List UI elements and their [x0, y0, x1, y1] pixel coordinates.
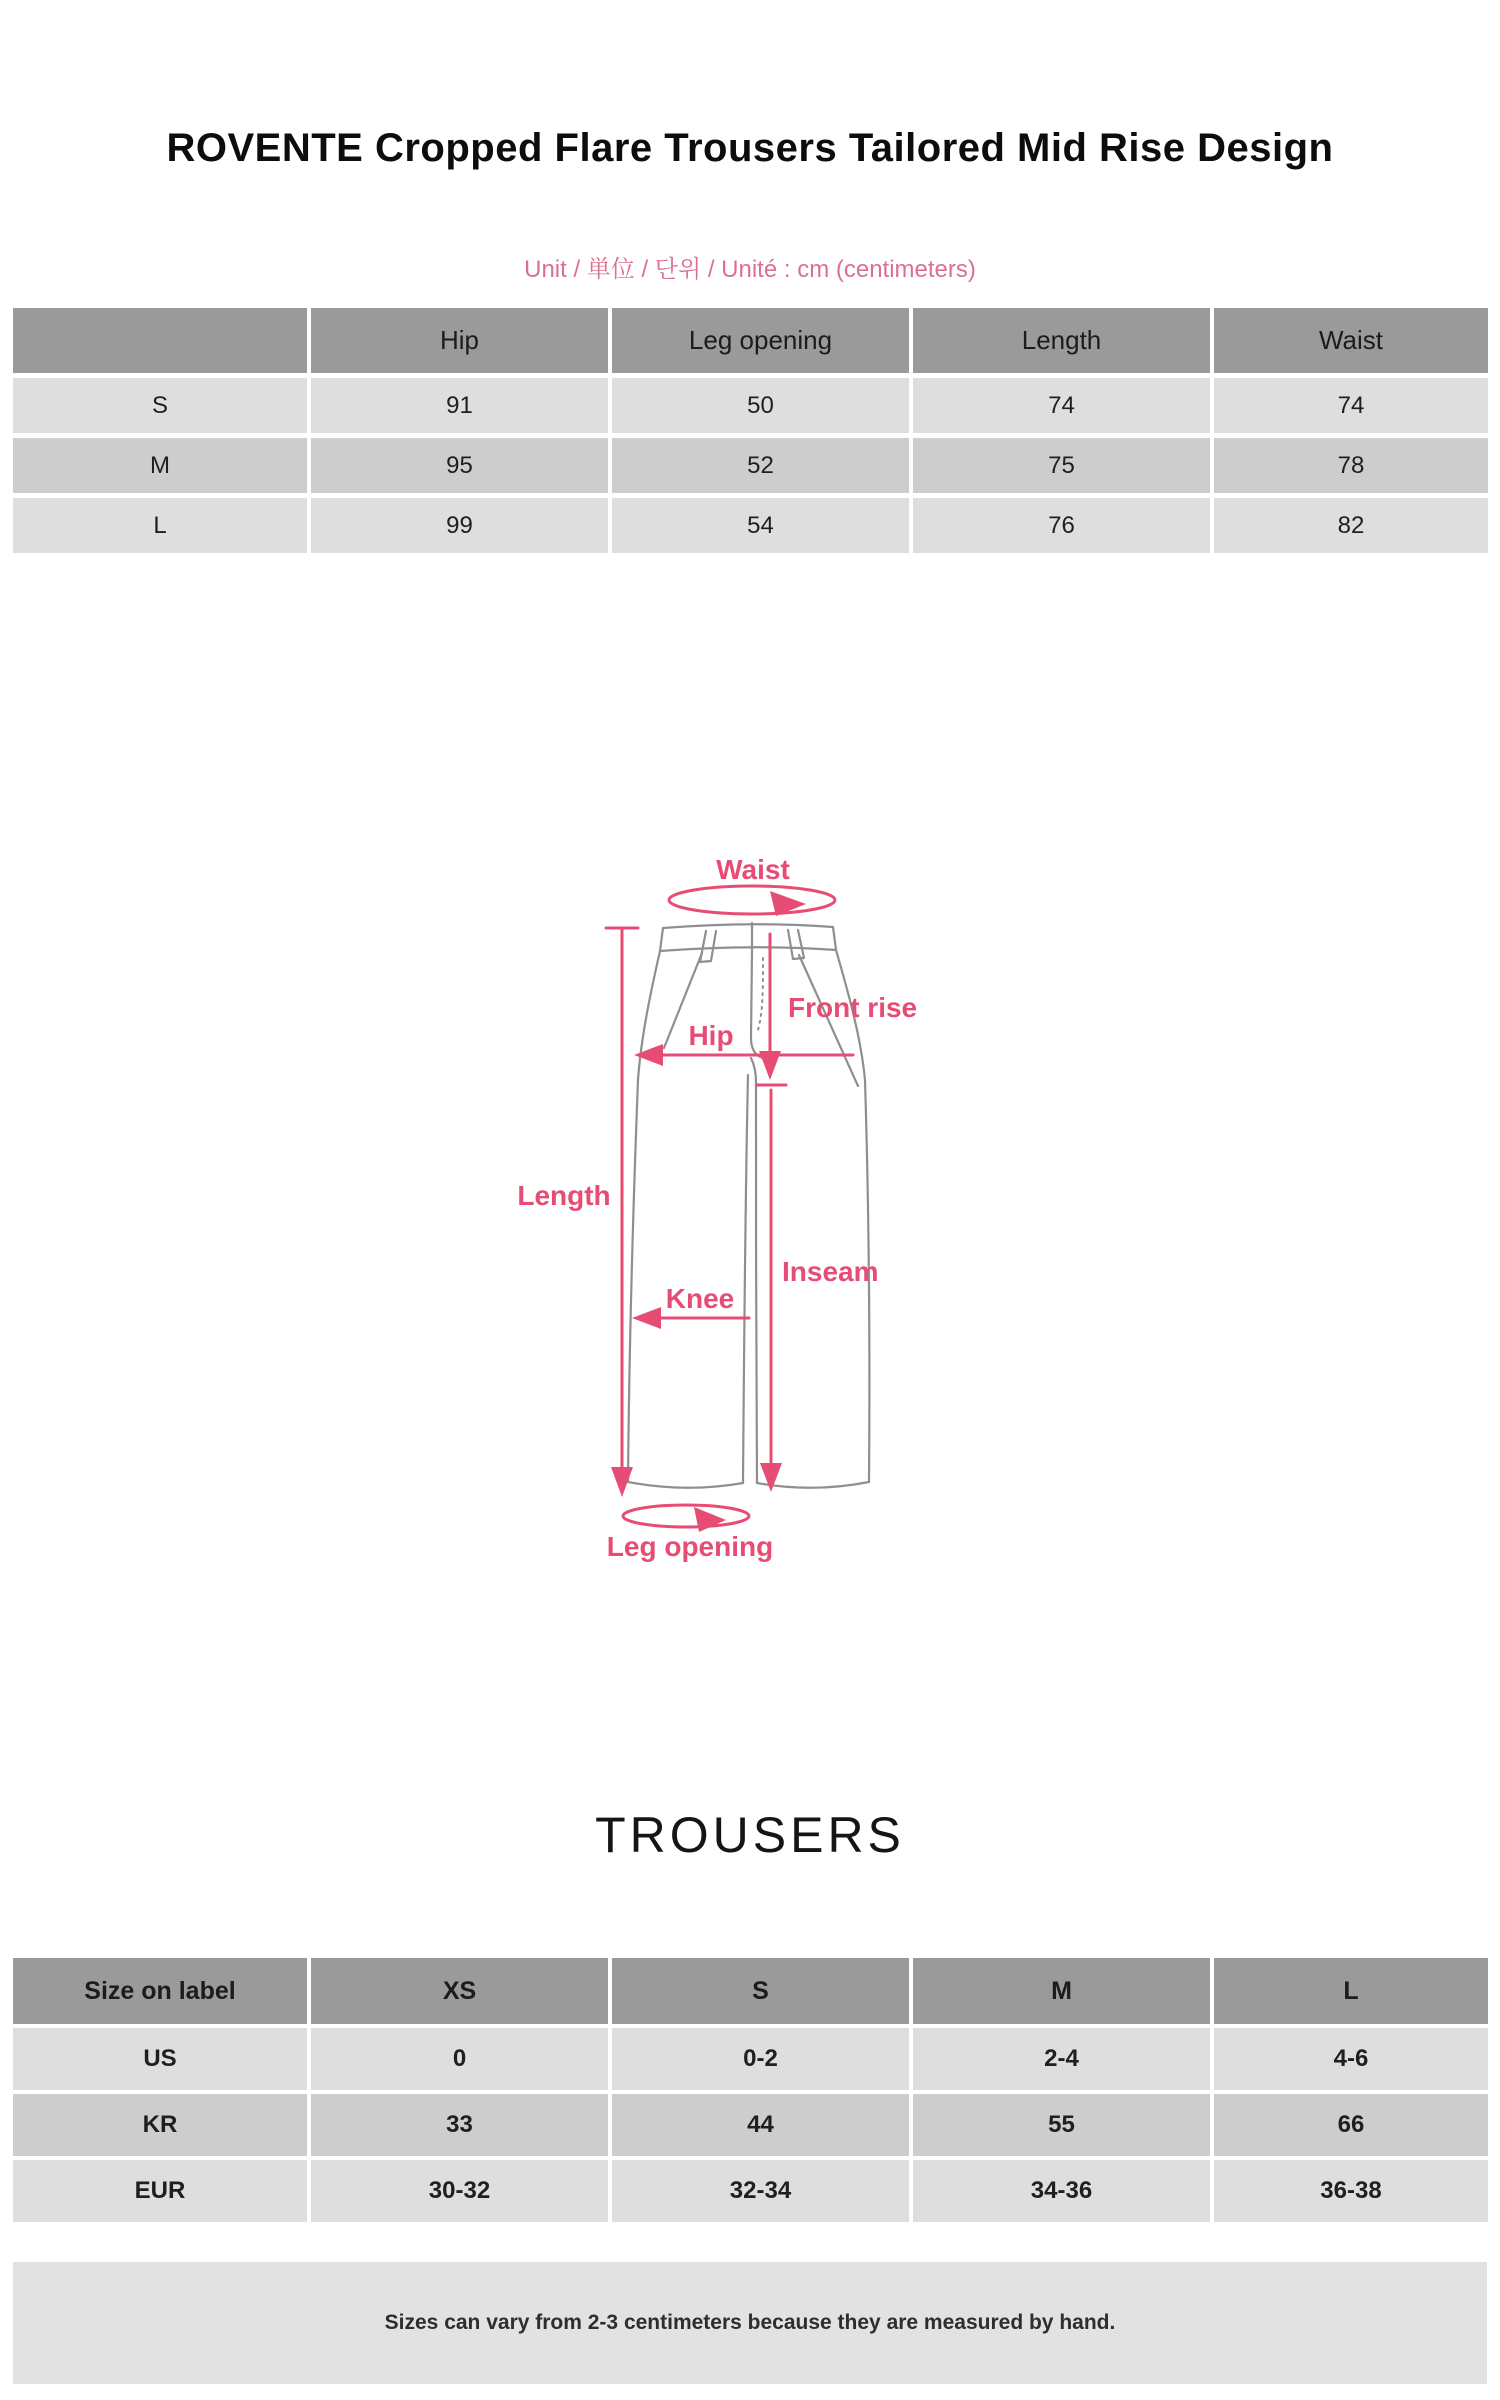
- table-cell: 54: [612, 498, 909, 553]
- table-cell: 76: [913, 498, 1210, 553]
- front-rise-label: Front rise: [788, 992, 918, 1023]
- row-label-eur: EUR: [13, 2160, 307, 2222]
- trousers-measurement-diagram: [480, 830, 980, 1590]
- table-cell: 50: [612, 378, 909, 433]
- table-cell: 78: [1214, 438, 1488, 493]
- measurement-table-header-leg-opening: Leg opening: [612, 308, 909, 373]
- row-label-kr: KR: [13, 2094, 307, 2156]
- table-cell: 44: [612, 2094, 909, 2156]
- table-cell: 91: [311, 378, 608, 433]
- footer-note-band: [13, 2262, 1487, 2384]
- measurement-table-header-empty: [13, 308, 307, 373]
- conversion-header-l: L: [1214, 1958, 1488, 2024]
- knee-label: Knee: [665, 1283, 735, 1314]
- table-cell: 34-36: [913, 2160, 1210, 2222]
- table-cell: 66: [1214, 2094, 1488, 2156]
- table-cell: 2-4: [913, 2028, 1210, 2090]
- row-label-us: US: [13, 2028, 307, 2090]
- table-cell: 82: [1214, 498, 1488, 553]
- row-label-m: M: [13, 438, 307, 493]
- row-label-l: L: [13, 498, 307, 553]
- measurement-table-header-hip: Hip: [311, 308, 608, 373]
- table-cell: 33: [311, 2094, 608, 2156]
- table-cell: 95: [311, 438, 608, 493]
- leg-opening-girth-arrow: [623, 1505, 749, 1527]
- table-cell: 0-2: [612, 2028, 909, 2090]
- measurement-table-header-waist: Waist: [1214, 308, 1488, 373]
- table-cell: 4-6: [1214, 2028, 1488, 2090]
- measurement-table-header-length: Length: [913, 308, 1210, 373]
- table-cell: 30-32: [311, 2160, 608, 2222]
- section-heading: TROUSERS: [595, 1807, 905, 1863]
- conversion-header-xs: XS: [311, 1958, 608, 2024]
- conversion-header-size-on-label: Size on label: [13, 1958, 307, 2024]
- measurement-table: [13, 308, 1488, 553]
- table-cell: 75: [913, 438, 1210, 493]
- unit-note: Unit / 単位 / 단위 / Unité : cm (centimeters): [524, 256, 976, 283]
- waist-label: Waist: [716, 854, 790, 885]
- table-cell: 74: [913, 378, 1210, 433]
- footer-note: Sizes can vary from 2-3 centimeters because they are measured by hand.: [384, 2311, 1116, 2334]
- size-conversion-table: [13, 1958, 1488, 2222]
- table-cell: 36-38: [1214, 2160, 1488, 2222]
- conversion-header-s: S: [612, 1958, 909, 2024]
- table-cell: 32-34: [612, 2160, 909, 2222]
- row-label-s: S: [13, 378, 307, 433]
- leg-opening-label: Leg opening: [606, 1531, 774, 1562]
- conversion-header-m: M: [913, 1958, 1210, 2024]
- table-cell: 99: [311, 498, 608, 553]
- table-cell: 0: [311, 2028, 608, 2090]
- table-cell: 74: [1214, 378, 1488, 433]
- page-title: ROVENTE Cropped Flare Trousers Tailored Mid Rise Design: [166, 126, 1334, 170]
- inseam-label: Inseam: [782, 1256, 879, 1287]
- waist-girth-arrow: [669, 886, 835, 914]
- hip-label: Hip: [688, 1020, 734, 1051]
- table-cell: 52: [612, 438, 909, 493]
- measurement-annotations: [606, 886, 853, 1527]
- table-cell: 55: [913, 2094, 1210, 2156]
- arrowheads: [611, 891, 806, 1532]
- length-label: Length: [517, 1180, 611, 1211]
